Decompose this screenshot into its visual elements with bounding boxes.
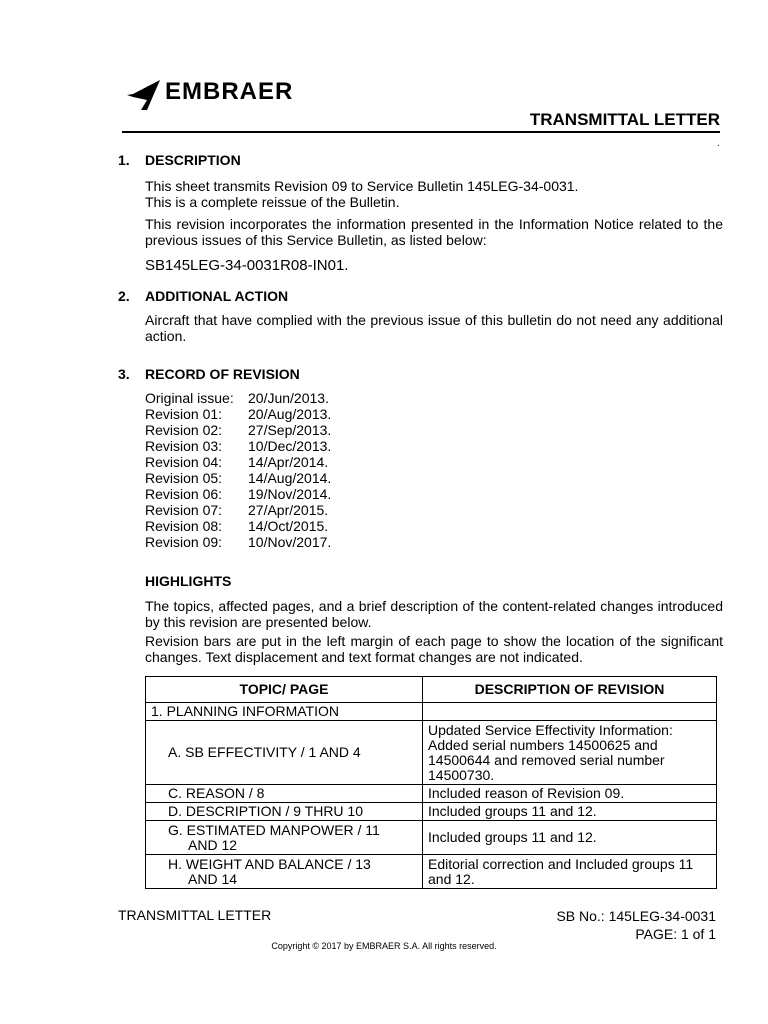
section-heading-additional-action: ADDITIONAL ACTION bbox=[145, 288, 289, 304]
topic-cell bbox=[146, 855, 423, 889]
table-header-row bbox=[146, 677, 717, 703]
highlights-paragraph-2: Revision bars are put in the left margin of each page to show the location of the significant changes. Text displacement and text format changes are not indicated. bbox=[145, 633, 723, 665]
description-line-1: This sheet transmits Revision 09 to Service Bulletin 145LEG-34-0031. bbox=[145, 178, 579, 194]
section-number: 1. bbox=[118, 152, 130, 168]
description-cell: Editorial correction and Included groups 11 and 12. bbox=[423, 855, 717, 889]
table-row bbox=[146, 821, 717, 855]
footer-sb-info bbox=[556, 907, 716, 943]
revision-date: 14/Apr/2014. bbox=[248, 454, 329, 470]
revision-date: 10/Dec/2013. bbox=[248, 438, 332, 454]
highlights-heading: HIGHLIGHTS bbox=[145, 573, 232, 589]
revision-label: Revision 03: bbox=[145, 438, 223, 454]
revision-date: 27/Sep/2013. bbox=[248, 422, 332, 438]
embraer-plane-icon bbox=[127, 78, 163, 112]
topic-cell: 1. PLANNING INFORMATION bbox=[146, 703, 423, 721]
description-paragraph: This revision incorporates the information presented in the Information Notice related to the previous issues of this Service Bulletin, as listed below: bbox=[145, 216, 723, 248]
section-number: 3. bbox=[118, 366, 130, 382]
revision-date: 27/Apr/2015. bbox=[248, 502, 329, 518]
topic-line-2: AND 12 bbox=[188, 836, 238, 853]
footer-document-type: TRANSMITTAL LETTER bbox=[118, 907, 272, 923]
revision-label: Revision 09: bbox=[145, 534, 223, 550]
revision-label: Revision 07: bbox=[145, 502, 223, 518]
table-row bbox=[146, 855, 717, 889]
revision-date: 20/Jun/2013. bbox=[248, 390, 329, 406]
description-cell: Included groups 11 and 12. bbox=[423, 821, 717, 855]
logo-wordmark: EMBRAER bbox=[165, 78, 294, 105]
section-number: 2. bbox=[118, 288, 130, 304]
topic-line-1: H. WEIGHT AND BALANCE / 13 bbox=[168, 855, 371, 872]
revision-date: 10/Nov/2017. bbox=[248, 534, 332, 550]
revision-date: 20/Aug/2013. bbox=[248, 406, 332, 422]
footer-page-number: PAGE: 1 of 1 bbox=[635, 926, 716, 942]
description-cell: Updated Service Effectivity Information: Added serial numbers 14500625 and 14500644 and removed serial number 14500730. bbox=[423, 721, 717, 785]
footer-sb-number: SB No.: 145LEG-34-0031 bbox=[556, 908, 716, 924]
topic-cell: D. DESCRIPTION / 9 THRU 10 bbox=[146, 803, 423, 821]
revision-label: Revision 02: bbox=[145, 422, 223, 438]
revision-label: Original issue: bbox=[145, 390, 234, 406]
embraer-logo bbox=[127, 78, 337, 114]
section-heading-record-of-revision: RECORD OF REVISION bbox=[145, 366, 300, 382]
section-heading-description: DESCRIPTION bbox=[145, 152, 241, 168]
additional-action-paragraph: Aircraft that have complied with the previous issue of this bulletin do not need any additional action. bbox=[145, 312, 723, 344]
table-row bbox=[146, 785, 717, 803]
revision-label: Revision 04: bbox=[145, 454, 223, 470]
highlights-paragraph-1: The topics, affected pages, and a brief description of the content-related changes introduced by this revision are presented below. bbox=[145, 598, 723, 630]
revision-label: Revision 06: bbox=[145, 486, 223, 502]
header-rule bbox=[122, 131, 720, 133]
information-notice-reference: SB145LEG-34-0031R08-IN01. bbox=[145, 257, 349, 274]
revision-label: Revision 01: bbox=[145, 406, 223, 422]
topic-cell: A. SB EFFECTIVITY / 1 AND 4 bbox=[146, 721, 423, 785]
document-title: TRANSMITTAL LETTER bbox=[529, 110, 720, 129]
description-cell: Included reason of Revision 09. bbox=[423, 785, 717, 803]
revision-table bbox=[145, 676, 717, 889]
topic-cell bbox=[146, 821, 423, 855]
topic-line-1: G. ESTIMATED MANPOWER / 11 bbox=[168, 821, 380, 838]
revision-label: Revision 08: bbox=[145, 518, 223, 534]
column-header-description: DESCRIPTION OF REVISION bbox=[423, 677, 717, 703]
column-header-topic: TOPIC/ PAGE bbox=[146, 677, 423, 703]
revision-date: 14/Aug/2014. bbox=[248, 470, 332, 486]
copyright-notice: Copyright © 2017 by EMBRAER S.A. All rights reserved. bbox=[271, 941, 497, 951]
topic-cell: C. REASON / 8 bbox=[146, 785, 423, 803]
description-cell bbox=[423, 703, 717, 721]
description-line-2: This is a complete reissue of the Bulletin. bbox=[145, 194, 400, 210]
description-cell: Included groups 11 and 12. bbox=[423, 803, 717, 821]
revision-label: Revision 05: bbox=[145, 470, 223, 486]
revision-date: 14/Oct/2015. bbox=[248, 518, 329, 534]
revision-date: 19/Nov/2014. bbox=[248, 486, 332, 502]
header-dot: . bbox=[717, 138, 720, 149]
table-row bbox=[146, 721, 717, 785]
table-row bbox=[146, 803, 717, 821]
table-row bbox=[146, 703, 717, 721]
topic-line-2: AND 14 bbox=[188, 870, 238, 887]
